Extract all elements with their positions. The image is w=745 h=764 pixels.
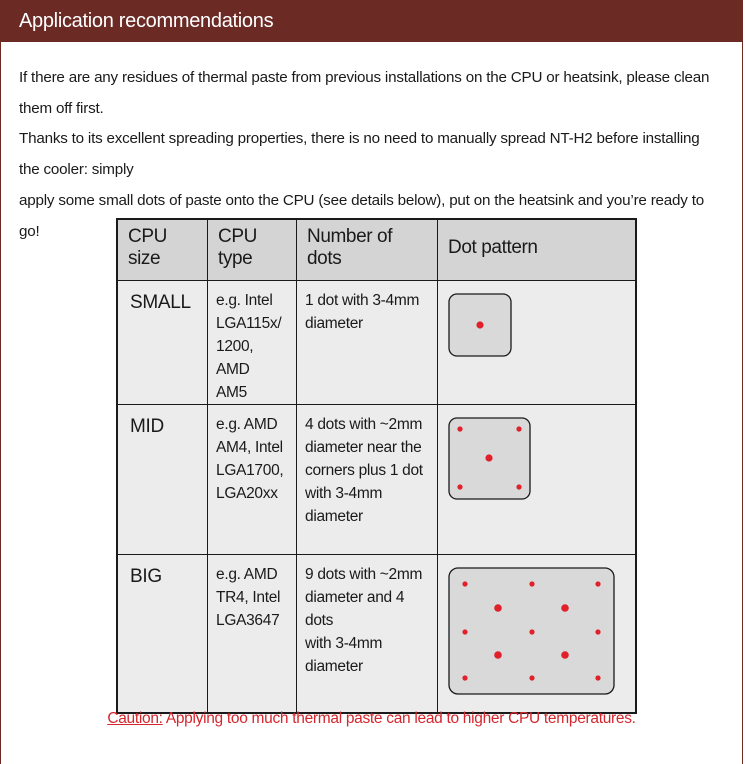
paste-dot bbox=[561, 604, 569, 612]
paste-dot bbox=[595, 675, 600, 680]
caution-text: Applying too much thermal paste can lead to higher CPU temperatures. bbox=[162, 710, 636, 727]
col-header-cpu-type: CPU type bbox=[208, 219, 297, 281]
paste-dot bbox=[529, 581, 534, 586]
paste-dot bbox=[561, 651, 569, 659]
cpu-type-line: e.g. AMD bbox=[216, 566, 278, 583]
intro-paragraph-2-line-2: apply some small dots of paste onto the CPU (see details below), put on the heatsink and you’re ready to go! bbox=[19, 192, 704, 240]
dots-line: with 3-4mm bbox=[305, 485, 383, 502]
table-row-small bbox=[117, 281, 636, 405]
dots-line: 4 dots with ~2mm bbox=[305, 416, 423, 433]
dots-line: with 3-4mm bbox=[305, 635, 383, 652]
paste-dot bbox=[516, 426, 521, 431]
paste-dot bbox=[595, 629, 600, 634]
dots-line: corners plus 1 dot bbox=[305, 462, 423, 479]
intro-paragraph-1: If there are any residues of thermal paste from previous installations on the CPU or heatsink, please clean them off first. bbox=[19, 69, 710, 117]
col-header-cpu-size: CPU size bbox=[117, 219, 208, 281]
paste-dot bbox=[485, 454, 492, 461]
cpu-type-line: AM4, Intel bbox=[216, 439, 283, 456]
cpu-type-line: e.g. Intel bbox=[216, 292, 273, 309]
section-header bbox=[1, 0, 742, 42]
dots-line: diameter and 4 dots bbox=[305, 589, 405, 629]
dot-pattern-cell bbox=[438, 555, 637, 714]
caution-note bbox=[1, 710, 742, 728]
cpu-type-line: e.g. AMD bbox=[216, 416, 278, 433]
cpu-type-line: LGA115x/ bbox=[216, 315, 282, 332]
table-row-big bbox=[117, 555, 636, 714]
dot-pattern-cell bbox=[438, 405, 637, 555]
number-of-dots-cell bbox=[297, 281, 438, 405]
paste-dot bbox=[595, 581, 600, 586]
cpu-size-cell: BIG bbox=[117, 555, 208, 714]
paste-dot bbox=[494, 651, 502, 659]
col-header-number-of-dots: Number of dots bbox=[297, 219, 438, 281]
dots-line: diameter bbox=[305, 658, 363, 675]
mid-dot-pattern-diagram bbox=[448, 417, 534, 503]
table-header-row bbox=[117, 219, 636, 281]
number-of-dots-cell bbox=[297, 405, 438, 555]
intro-paragraph-2-line-1: Thanks to its excellent spreading properties, there is no need to manually spread NT-H2 before installing the cooler: simply bbox=[19, 130, 700, 178]
dots-line: diameter near the bbox=[305, 439, 422, 456]
number-of-dots-cell bbox=[297, 555, 438, 714]
cpu-type-line: 1200, AMD bbox=[216, 338, 254, 378]
paste-dot bbox=[516, 484, 521, 489]
paste-dot bbox=[462, 675, 467, 680]
dot-pattern-cell bbox=[438, 281, 637, 405]
dots-line: diameter bbox=[305, 508, 363, 525]
paste-dot bbox=[457, 426, 462, 431]
cpu-dot-table bbox=[116, 218, 637, 714]
paste-dot bbox=[476, 321, 483, 328]
section-title: Application recommendations bbox=[19, 9, 274, 32]
big-dot-pattern-diagram bbox=[448, 567, 618, 699]
cpu-type-cell bbox=[208, 555, 297, 714]
cpu-type-cell bbox=[208, 405, 297, 555]
col-header-dot-pattern: Dot pattern bbox=[438, 219, 637, 281]
paste-dot bbox=[462, 629, 467, 634]
paste-dot bbox=[529, 629, 534, 634]
cpu-type-line: LGA20xx bbox=[216, 485, 278, 502]
small-dot-pattern-diagram bbox=[448, 293, 518, 363]
cpu-type-line: LGA1700, bbox=[216, 462, 284, 479]
cpu-type-line: AM5 bbox=[216, 384, 247, 401]
cpu-type-cell bbox=[208, 281, 297, 405]
dots-line: diameter bbox=[305, 315, 363, 332]
cpu-size-cell: MID bbox=[117, 405, 208, 555]
dots-line: 9 dots with ~2mm bbox=[305, 566, 423, 583]
paste-dot bbox=[494, 604, 502, 612]
table-row-mid bbox=[117, 405, 636, 555]
cpu-type-line: TR4, Intel bbox=[216, 589, 281, 606]
paste-dot bbox=[529, 675, 534, 680]
paste-dot bbox=[457, 484, 462, 489]
dots-line: 1 dot with 3-4mm bbox=[305, 292, 420, 309]
cpu-type-line: LGA3647 bbox=[216, 612, 280, 629]
cpu-size-cell: SMALL bbox=[117, 281, 208, 405]
paste-dot bbox=[462, 581, 467, 586]
caution-label: Caution: bbox=[107, 710, 163, 727]
